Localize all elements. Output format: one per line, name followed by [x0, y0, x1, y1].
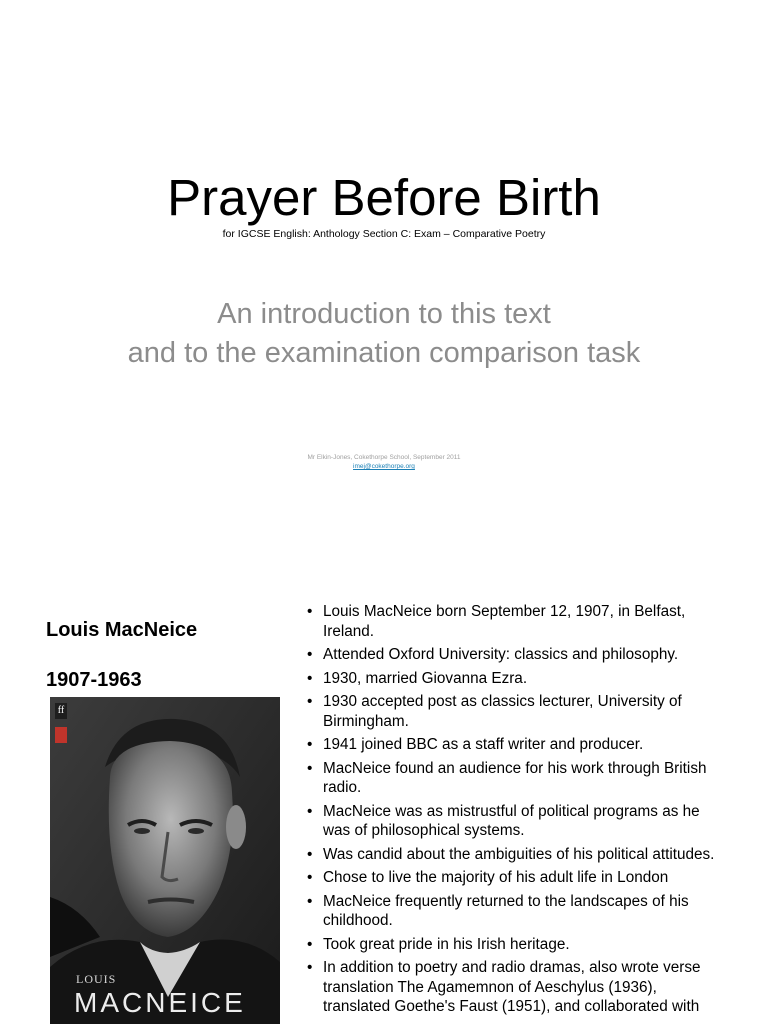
- list-item: • Took great pride in his Irish heritage.: [305, 935, 725, 955]
- page-title: Prayer Before Birth: [167, 169, 601, 226]
- publisher-logo: ff: [55, 703, 67, 719]
- list-item: • 1941 joined BBC as a staff writer and producer.: [305, 735, 725, 755]
- cover-last-name: MACNEICE: [74, 987, 246, 1018]
- author-email: [0, 462, 768, 471]
- list-item: • MacNeice frequently returned to the landscapes of his childhood.: [305, 892, 725, 931]
- poet-name: Louis MacNeice: [46, 619, 198, 641]
- list-item: • MacNeice was as mistrustful of political programs as he was of philosophical systems.: [305, 802, 725, 841]
- email-link[interactable]: imej@cokethorpe.org: [353, 463, 415, 470]
- biography-list: [305, 602, 725, 1021]
- list-item: • Louis MacNeice born September 12, 1907, in Belfast, Ireland.: [305, 602, 725, 641]
- list-item: • 1930 accepted post as classics lecturer, University of Birmingham.: [305, 692, 725, 731]
- cover-first-name: LOUIS: [76, 972, 117, 986]
- author-credit: Mr Elkin-Jones, Cokethorpe School, September 2011: [307, 454, 461, 461]
- book-cover-image: [50, 697, 280, 1024]
- list-item: • Was candid about the ambiguities of his political attitudes.: [305, 845, 725, 865]
- intro-line-1: An introduction to this text: [217, 298, 551, 330]
- list-item: • Chose to live the majority of his adult life in London: [305, 868, 725, 888]
- poet-dates: 1907-1963: [46, 669, 142, 691]
- cover-red-tag: [55, 727, 67, 743]
- list-item: • Attended Oxford University: classics and philosophy.: [305, 645, 725, 665]
- list-item: • MacNeice found an audience for his work through British radio.: [305, 759, 725, 798]
- intro-heading: [120, 295, 648, 370]
- list-item: • 1930, married Giovanna Ezra.: [305, 669, 725, 689]
- subtitle: for IGCSE English: Anthology Section C: Exam – Comparative Poetry: [222, 228, 546, 240]
- list-item: • In addition to poetry and radio dramas, also wrote verse translation The Agamemnon of Aeschylus (1936), translated Goethe's Faust (1951), and collaborated with: [305, 958, 725, 1017]
- intro-line-2: and to the examination comparison task: [127, 337, 641, 369]
